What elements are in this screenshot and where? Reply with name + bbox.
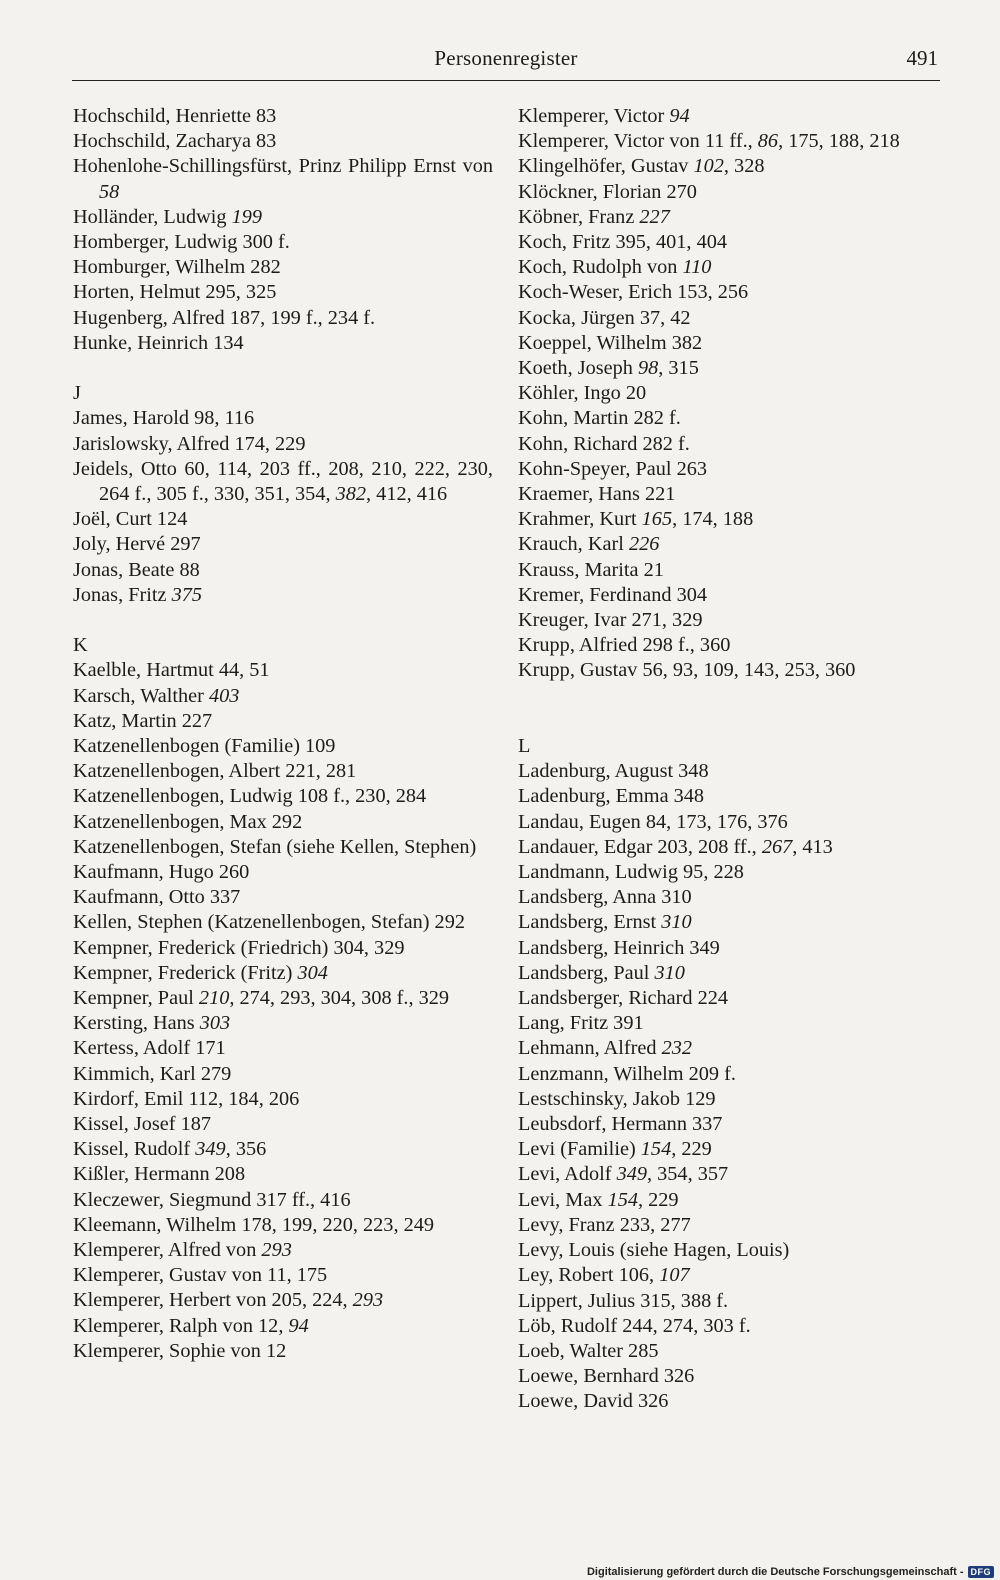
page-ref-italic: 310 (661, 911, 692, 934)
section-spacer (73, 608, 493, 633)
index-entry (73, 1238, 493, 1263)
index-entry (518, 230, 942, 255)
index-entry (518, 306, 942, 331)
index-entry (518, 129, 942, 154)
entry-text: , 315 (658, 357, 699, 380)
entry-text: , 356 (225, 1138, 267, 1161)
entry-text: Kißler, Hermann 208 (73, 1163, 246, 1186)
index-entry (518, 180, 942, 205)
index-entry (73, 684, 493, 709)
entry-text: Kirdorf, Emil 112, 184, 206 (73, 1087, 300, 1110)
index-entry (518, 532, 942, 557)
index-entry (518, 381, 942, 406)
index-entry (73, 1062, 493, 1087)
entry-text: Horten, Helmut 295, 325 (73, 281, 277, 304)
entry-text: Koch, Rudolph von (518, 256, 683, 279)
entry-text: Hohenlohe-Schillingsfürst, Prinz Philipp Ernst von (73, 155, 493, 178)
index-entry (73, 331, 493, 356)
entry-text: Krahmer, Kurt (518, 508, 642, 531)
index-entry (73, 507, 493, 532)
entry-text: Landau, Eugen 84, 173, 176, 376 (518, 810, 788, 833)
index-entry (73, 810, 493, 835)
page-ref-italic: 310 (654, 961, 685, 984)
entry-text: Krauss, Marita 21 (518, 558, 664, 581)
entry-text: Köhler, Ingo 20 (518, 382, 647, 405)
index-entry (73, 1188, 493, 1213)
entry-text: Loewe, Bernhard 326 (518, 1365, 695, 1388)
entry-text: Kertess, Adolf 171 (73, 1037, 226, 1060)
entry-text: Köbner, Franz (518, 205, 640, 228)
index-entry (73, 280, 493, 305)
entry-text: Kleemann, Wilhelm 178, 199, 220, 223, 249 (73, 1213, 435, 1236)
page-ref-italic: 210 (198, 987, 230, 1010)
entry-text: Levi, Max (518, 1188, 608, 1211)
index-entry (518, 835, 942, 860)
index-entry (73, 885, 493, 910)
entry-text: Kersting, Hans (73, 1012, 200, 1035)
page-ref-italic: 403 (208, 684, 240, 707)
dfg-logo: DFG (968, 1566, 995, 1578)
index-entry (518, 331, 942, 356)
entry-text: Koch-Weser, Erich 153, 256 (518, 281, 749, 304)
entry-text: Holländer, Ludwig (73, 205, 232, 228)
index-entry (518, 1112, 942, 1137)
index-entry (518, 406, 942, 431)
entry-text: Landsberg, Ernst (518, 911, 662, 934)
index-entry (518, 936, 942, 961)
index-entry (518, 1162, 942, 1187)
section-letter: J (73, 382, 81, 405)
entry-text: Jonas, Fritz (73, 583, 172, 606)
index-entry (518, 658, 942, 683)
entry-text: Krauch, Karl (518, 533, 629, 556)
page-ref-italic: 267 (761, 835, 793, 858)
entry-text: Leubsdorf, Hermann 337 (518, 1113, 723, 1136)
entry-text: Klingelhöfer, Gustav (518, 155, 694, 178)
entry-text: Kraemer, Hans 221 (518, 483, 676, 506)
entry-text: , 175, 188, 218 (778, 130, 900, 153)
entry-text: Kellen, Stephen (Katzenellenbogen, Stefan) 292 (73, 911, 465, 934)
index-entry (518, 1339, 942, 1364)
index-entry (73, 1036, 493, 1061)
digitization-credit (587, 1566, 994, 1578)
index-entry (518, 910, 942, 935)
entry-text: Kaufmann, Otto 337 (73, 886, 241, 909)
entry-text: Lehmann, Alfred (518, 1037, 662, 1060)
entry-text: Landsberg, Anna 310 (518, 886, 692, 909)
page-ref-italic: 154 (640, 1138, 672, 1161)
entry-text: Kohn-Speyer, Paul 263 (518, 457, 708, 480)
index-entry (518, 1036, 942, 1061)
index-entry (73, 406, 493, 431)
index-entry (518, 633, 942, 658)
entry-text: Lenzmann, Wilhelm 209 f. (518, 1062, 736, 1085)
entry-text: Karsch, Walther (73, 684, 209, 707)
index-column-left (73, 104, 493, 1364)
entry-text: Katzenellenbogen, Stefan (siehe Kellen, Stephen) (73, 835, 477, 858)
index-column-right (518, 104, 942, 1415)
index-entry (518, 255, 942, 280)
page-ref-italic: 165 (641, 508, 673, 531)
entry-text: Homberger, Ludwig 300 f. (73, 231, 290, 254)
entry-text: Katzenellenbogen, Ludwig 108 f., 230, 284 (73, 785, 427, 808)
index-entry (73, 205, 493, 230)
entry-text: Landsberg, Paul (518, 961, 655, 984)
entry-text: Jeidels, Otto 60, 114, 203 ff., 208, 210, 222, 230, 264 f., 305 f., 330, 351, 354, (73, 457, 493, 506)
entry-text: Ley, Robert 106, (518, 1264, 660, 1287)
index-entry (73, 961, 493, 986)
entry-text: Ladenburg, August 348 (518, 760, 709, 783)
entry-text: Lestschinsky, Jakob 129 (518, 1087, 716, 1110)
page-ref-italic: 349 (195, 1138, 226, 1161)
index-entry (518, 1087, 942, 1112)
entry-text: , 174, 188 (672, 508, 754, 531)
entry-text: Hochschild, Henriette 83 (73, 105, 277, 127)
entry-text: Koeth, Joseph (518, 357, 638, 380)
index-entry (73, 1011, 493, 1036)
index-entry (73, 936, 493, 961)
index-entry (518, 860, 942, 885)
page-ref-italic: 303 (199, 1012, 231, 1035)
entry-text: Kissel, Rudolf (73, 1138, 196, 1161)
entry-text: Joly, Hervé 297 (73, 533, 201, 556)
index-entry (73, 709, 493, 734)
index-entry (518, 280, 942, 305)
index-entry (73, 986, 493, 1011)
index-entry (73, 306, 493, 331)
entry-text: , 274, 293, 304, 308 f., 329 (229, 987, 450, 1010)
index-entry (73, 1288, 493, 1313)
entry-text: Krupp, Alfried 298 f., 360 (518, 634, 731, 657)
index-entry (518, 583, 942, 608)
entry-text: Landauer, Edgar 203, 208 ff., (518, 835, 762, 858)
entry-text: Klemperer, Ralph von 12, (73, 1314, 289, 1337)
index-entry (518, 1364, 942, 1389)
index-entry (73, 860, 493, 885)
index-entry (73, 835, 493, 860)
page-ref-italic: 227 (639, 205, 670, 228)
index-entry (73, 230, 493, 255)
index-entry (73, 255, 493, 280)
index-entry (518, 810, 942, 835)
index-entry (73, 129, 493, 154)
entry-text: Kremer, Ferdinand 304 (518, 583, 707, 606)
entry-text: Kocka, Jürgen 37, 42 (518, 306, 691, 329)
index-entry (518, 356, 942, 381)
index-entry (518, 784, 942, 809)
entry-text: Lippert, Julius 315, 388 f. (518, 1289, 729, 1312)
entry-text: Levy, Louis (siehe Hagen, Louis) (518, 1239, 790, 1262)
index-entry (73, 1087, 493, 1112)
entry-text: Klemperer, Sophie von 12 (73, 1339, 287, 1362)
index-entry (73, 432, 493, 457)
entry-text: Landsberg, Heinrich 349 (518, 936, 720, 959)
index-entry (73, 784, 493, 809)
section-spacer (518, 709, 942, 734)
entry-text: Klöckner, Florian 270 (518, 180, 697, 203)
page-ref-italic: 349 (616, 1163, 647, 1186)
entry-text: James, Harold 98, 116 (73, 407, 255, 430)
index-entry (73, 154, 493, 204)
entry-text: Hugenberg, Alfred 187, 199 f., 234 f. (73, 306, 376, 329)
page-ref-italic: 154 (607, 1188, 638, 1211)
page-ref-italic: 232 (661, 1037, 693, 1060)
index-entry (518, 1137, 942, 1162)
entry-text: Jonas, Beate 88 (73, 558, 200, 581)
entry-text: Koch, Fritz 395, 401, 404 (518, 231, 727, 254)
page-ref-italic: 226 (628, 533, 660, 556)
entry-text: Kimmich, Karl 279 (73, 1062, 232, 1085)
entry-text: , 229 (637, 1188, 679, 1211)
entry-text: Loeb, Walter 285 (518, 1339, 659, 1362)
page-ref-italic: 94 (669, 105, 690, 127)
entry-text: Kempner, Frederick (Friedrich) 304, 329 (73, 936, 405, 959)
index-entry (518, 558, 942, 583)
index-entry (73, 910, 493, 935)
entry-text: Landsberger, Richard 224 (518, 987, 729, 1010)
index-entry (73, 457, 493, 507)
section-spacer (73, 356, 493, 381)
page-header (72, 44, 940, 81)
index-entry (73, 658, 493, 683)
section-letter: K (73, 634, 88, 657)
entry-text: , 413 (792, 835, 833, 858)
page-ref-italic: 58 (99, 180, 120, 203)
entry-text: Katz, Martin 227 (73, 709, 213, 732)
page-ref-italic: 382 (335, 483, 367, 506)
index-entry (73, 1339, 493, 1364)
entry-text: Levi (Familie) (518, 1138, 641, 1161)
index-entry (73, 1112, 493, 1137)
index-entry (518, 104, 942, 129)
index-entry (518, 986, 942, 1011)
entry-text: Kohn, Martin 282 f. (518, 407, 681, 430)
entry-text: Jarislowsky, Alfred 174, 229 (73, 432, 306, 455)
entry-text: Klemperer, Gustav von 11, 175 (73, 1264, 328, 1287)
entry-text: Hunke, Heinrich 134 (73, 331, 244, 354)
entry-text: Katzenellenbogen, Albert 221, 281 (73, 760, 357, 783)
index-entry (518, 1062, 942, 1087)
page-ref-italic: 98 (637, 357, 659, 380)
index-entry (518, 507, 942, 532)
index-entry (518, 205, 942, 230)
entry-text: Kissel, Josef 187 (73, 1113, 212, 1136)
entry-text: Loewe, David 326 (518, 1390, 669, 1413)
index-entry (73, 1213, 493, 1238)
entry-text: Klemperer, Victor (518, 105, 670, 127)
index-entry (518, 1238, 942, 1263)
index-entry (518, 1389, 942, 1414)
page-ref-italic: 375 (171, 583, 203, 606)
entry-text: Joël, Curt 124 (73, 508, 188, 531)
entry-text: , 412, 416 (366, 483, 448, 506)
entry-text: Kaufmann, Hugo 260 (73, 861, 250, 884)
entry-text: Klemperer, Alfred von (73, 1239, 262, 1262)
entry-text: Krupp, Gustav 56, 93, 109, 143, 253, 360 (518, 659, 856, 682)
entry-text: , 229 (671, 1138, 712, 1161)
entry-text: Lang, Fritz 391 (518, 1012, 644, 1035)
index-entry (73, 734, 493, 759)
index-entry (518, 1011, 942, 1036)
entry-text: Levi, Adolf (518, 1163, 617, 1186)
credit-text: Digitalisierung gefördert durch die Deutsche Forschungsgemeinschaft - (586, 1566, 964, 1578)
index-entry (518, 1289, 942, 1314)
index-entry (518, 759, 942, 784)
page-ref-italic: 199 (231, 205, 263, 228)
entry-text: , 328 (723, 155, 765, 178)
index-entry (518, 482, 942, 507)
page-ref-italic: 110 (682, 256, 712, 279)
index-entry (73, 759, 493, 784)
index-entry (518, 432, 942, 457)
index-entry (518, 961, 942, 986)
index-entry (73, 104, 493, 129)
index-entry (518, 1188, 942, 1213)
entry-text: , 354, 357 (647, 1163, 729, 1186)
entry-text: Kempner, Paul (73, 987, 199, 1010)
entry-text: Katzenellenbogen (Familie) 109 (73, 735, 336, 758)
entry-text: Kohn, Richard 282 f. (518, 432, 690, 455)
page-ref-italic: 102 (693, 155, 724, 178)
page-ref-italic: 293 (352, 1289, 384, 1312)
index-entry (73, 1263, 493, 1288)
index-entry (518, 154, 942, 179)
index-entry (518, 1314, 942, 1339)
index-entry (73, 1314, 493, 1339)
entry-text: Klemperer, Herbert von 205, 224, (73, 1289, 353, 1312)
index-entry (73, 558, 493, 583)
entry-text: Kaelble, Hartmut 44, 51 (73, 659, 270, 682)
entry-text: Ladenburg, Emma 348 (518, 785, 705, 808)
entry-text: Hochschild, Zacharya 83 (73, 130, 277, 153)
entry-text: Klemperer, Victor von 11 ff., (518, 130, 758, 153)
section-spacer (518, 684, 942, 709)
page-ref-italic: 304 (297, 961, 328, 984)
entry-text: Katzenellenbogen, Max 292 (73, 810, 303, 833)
index-entry (518, 608, 942, 633)
index-entry (518, 1263, 942, 1288)
page-ref-italic: 86 (757, 130, 779, 153)
section-letter: L (518, 735, 531, 758)
index-entry (518, 1213, 942, 1238)
index-entry (73, 532, 493, 557)
page-ref-italic: 293 (261, 1239, 292, 1262)
page-ref-italic: 94 (288, 1314, 309, 1337)
page-number: 491 (906, 46, 938, 70)
page-ref-italic: 107 (659, 1264, 690, 1287)
entry-text: Levy, Franz 233, 277 (518, 1213, 691, 1236)
index-entry (73, 583, 493, 608)
entry-text: Landmann, Ludwig 95, 228 (518, 861, 744, 884)
index-entry (518, 885, 942, 910)
entry-text: Koeppel, Wilhelm 382 (518, 331, 703, 354)
index-entry (73, 1162, 493, 1187)
entry-text: Kempner, Frederick (Fritz) (73, 961, 298, 984)
entry-text: Löb, Rudolf 244, 274, 303 f. (518, 1314, 751, 1337)
index-entry (73, 1137, 493, 1162)
running-title: Personenregister (434, 46, 578, 70)
entry-text: Homburger, Wilhelm 282 (73, 256, 281, 279)
index-entry (518, 457, 942, 482)
entry-text: Kleczewer, Siegmund 317 ff., 416 (73, 1188, 351, 1211)
entry-text: Kreuger, Ivar 271, 329 (518, 609, 703, 632)
